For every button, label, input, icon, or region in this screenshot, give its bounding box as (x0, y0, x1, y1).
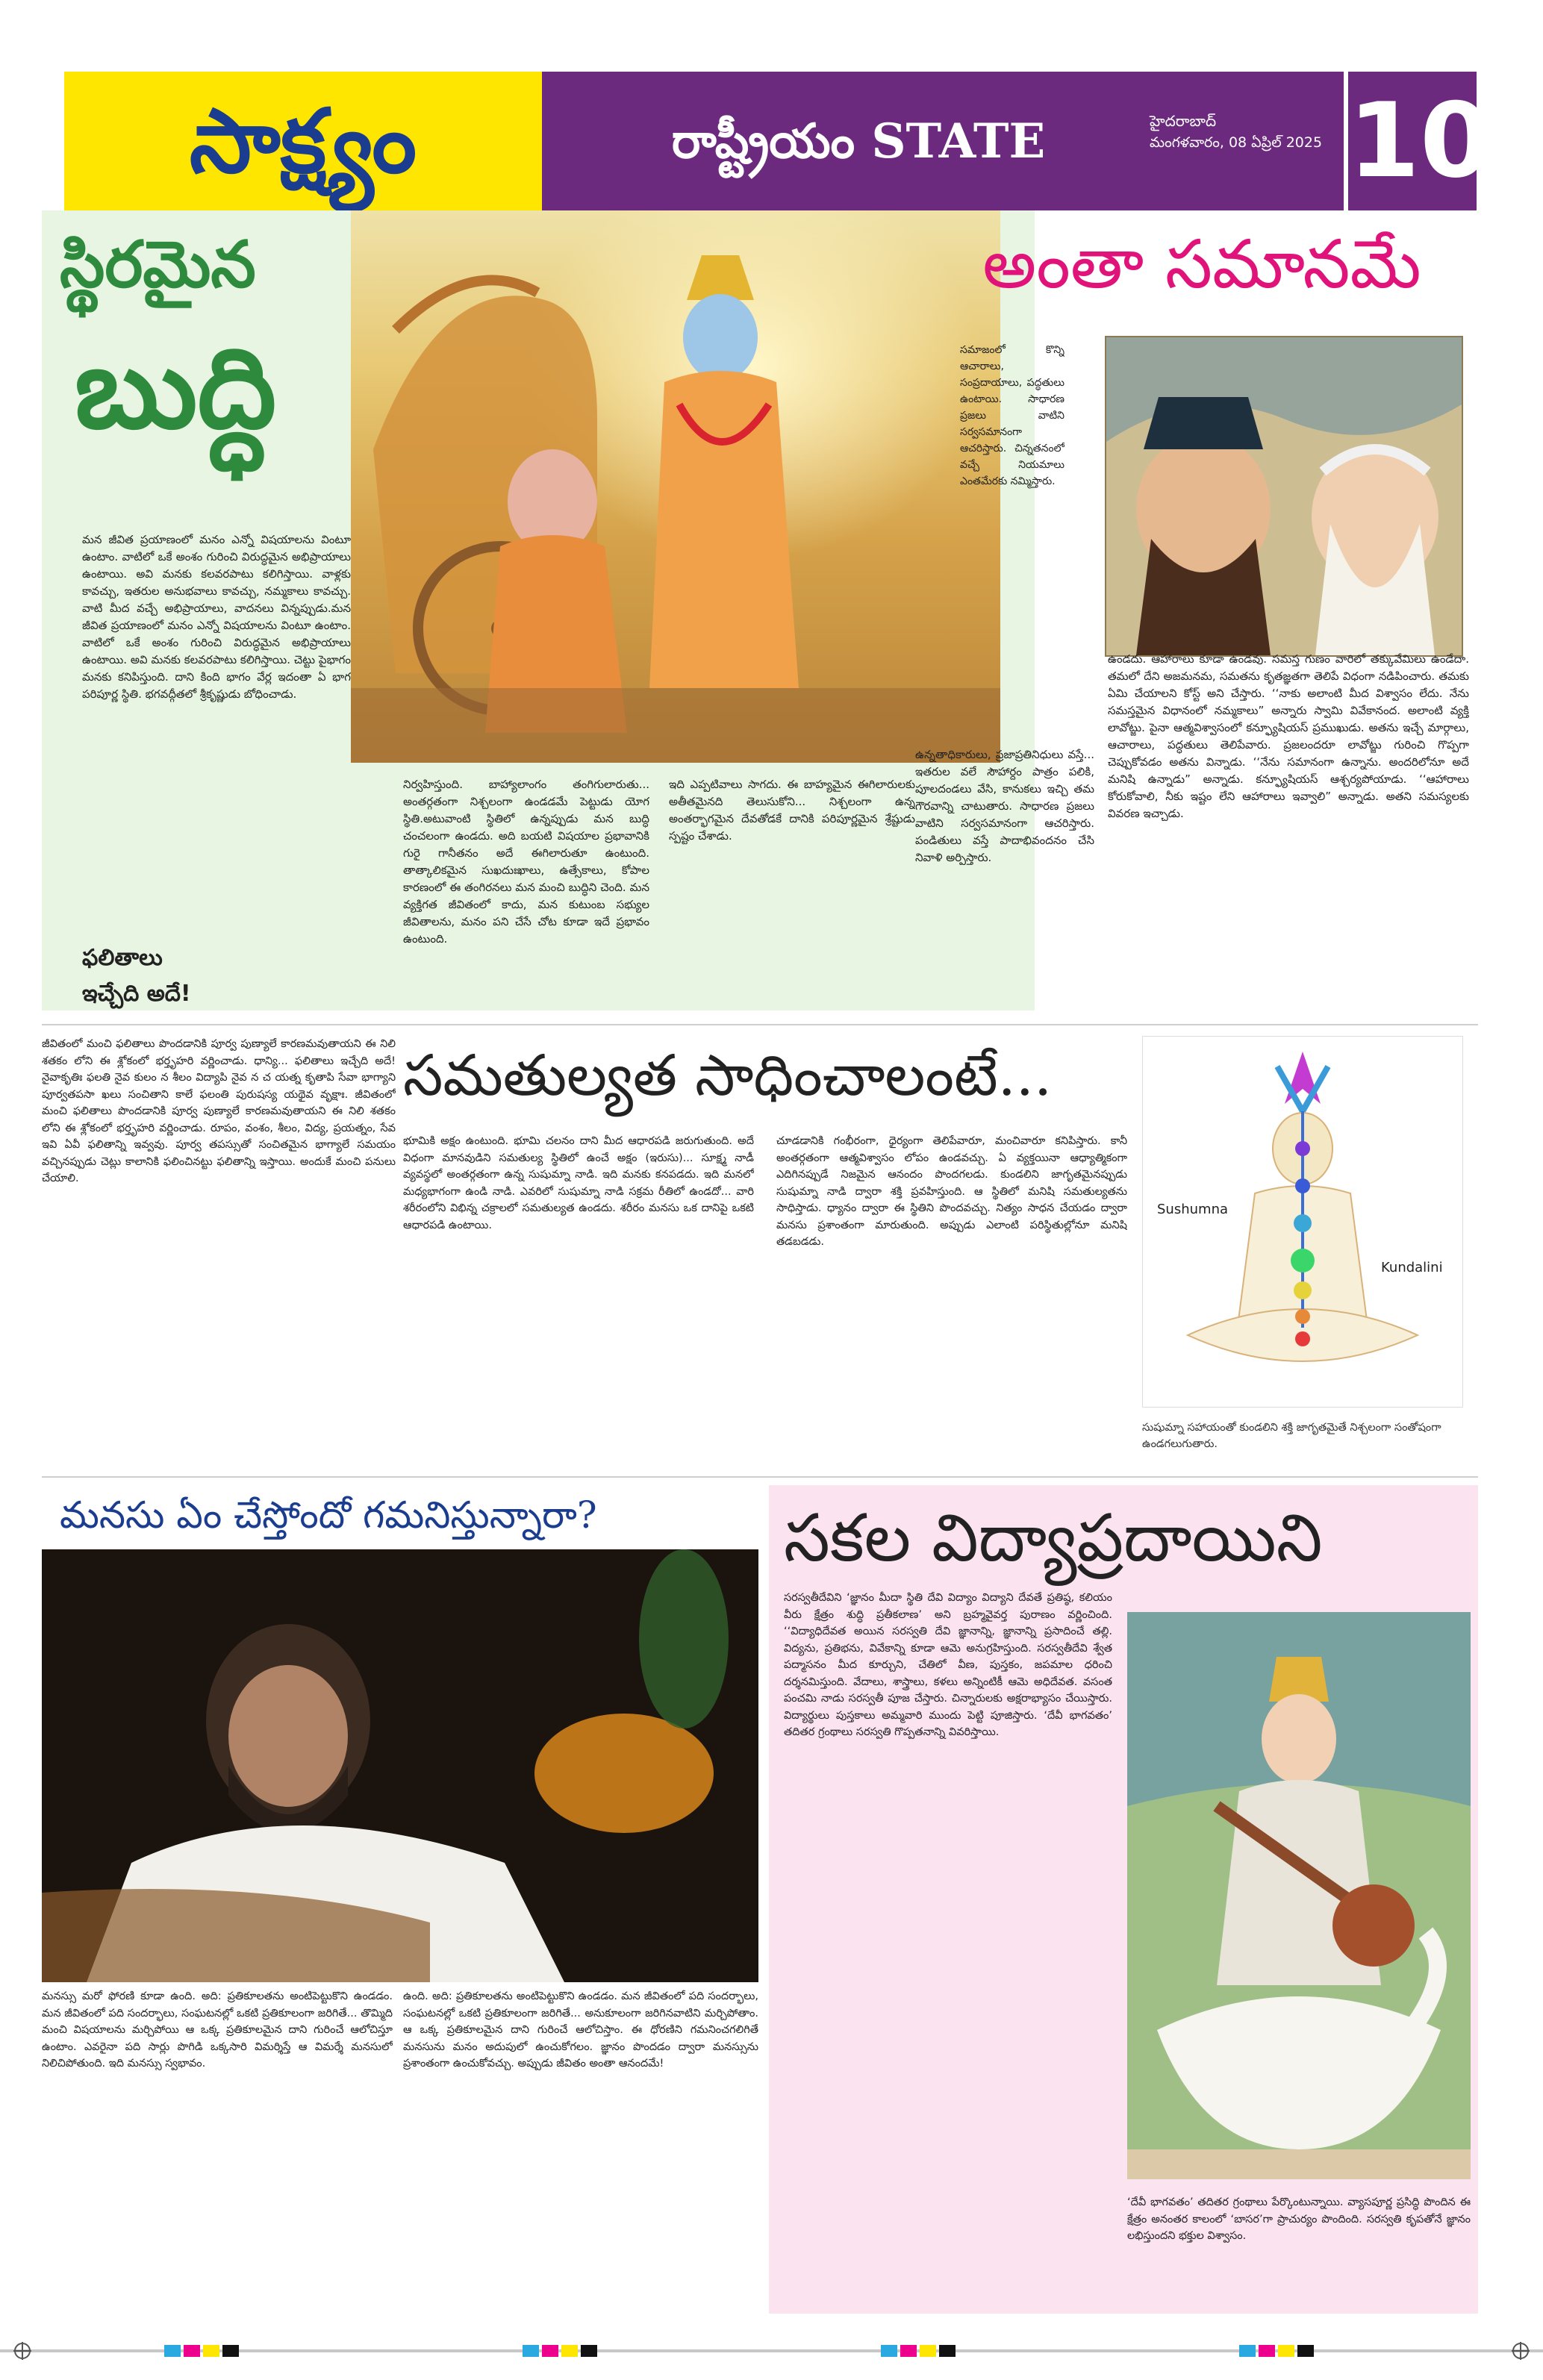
registration-mark-icon (1512, 2342, 1530, 2360)
story1-subhead-line1: ఫలితాలు (82, 945, 163, 971)
story5-column-2: ‘దేవీ భాగవతం’ తదితర గ్రంథాలు పేర్కొంటున్నాయి. వ్యాసపూర్ణ ప్రసిద్ధి పొందిన ఈ క్షేత్రం అనంతర కాలంలో ‘బాసర’గా ప్రాచుర్యం పొందింది. సరస్వతి కృపతోనే జ్ఞానం లభిస్తుందని భక్తుల విశ్వాసం. (1127, 2196, 1471, 2242)
story1-headline-line2: బుద్ధి (75, 322, 277, 454)
story1-subhead-line2: ఇచ్చేది అదే! (82, 981, 191, 1007)
story4-column-2: ఉంది. అది: ప్రతికూలతను అంటిపెట్టుకొని ఉండడం. మన జీవితంలో పది సందర్భాలు, సంఘటనల్లో ఒకటి ప్రతికూలంగా జరిగితే... అనుకూలంగా జరిగినవాటిని మర్చిపోతాం. ఆ ఒక్క ప్రతికూలమైన దాని గురించే ఆలోచిస్తాం. ఈ ధోరణిని గమనించగలిగితే మనసును మనం అదుపులో ఉంచుకోగలం. జ్ఞానం పొందడం ద్వారా మనస్సును ప్రశాంతంగా ఉంచుకోవచ్చు. అప్పుడు జీవితం అంతా ఆనందమే! (403, 1990, 758, 2070)
story3-column-1: జీవితంలో మంచి ఫలితాలు పొందడానికి పూర్వ పుణ్యాలే కారణమవుతాయని ఈ నిలి శతకం లోని ఈ శ్లోకంలో భర్తృహరి వర్ణించాడు. ధాన్యి... ఫలితాలు ఇచ్చేది అదే! నైవాకృతిః ఫలతి నైవ కులం న శీలం విద్యాపి నైవ న చ యత్న కృతాపి సేవా భాగ్యాని పూర్వతపసా ఖలు సంచితాని కాలే ఫలంతి పురుషస్య యథైవ వృక్షాః. జీవితంలో మంచి ఫలితాలు పొందడానికి పూర్వ పుణ్యాలే కారణమవుతాయని ఈ నిలి శతకం లోని ఈ శ్లోకంలో భర్తృహరి వర్ణించాడు. రూపం, వంశం, శీలం, విద్య, ప్రయత్నం, సేవ ఇవి ఏవీ ఫలితాన్ని ఇవ్వవు. పూర్వ తపస్సుతో సంచితమైన భాగ్యాలే సమయం వచ్చినప్పుడు చెట్లు కాలానికి ఫలించినట్టు ఫలితాన్ని ఇస్తాయి. అందుకే మంచి పనులు చేయాలి. (42, 1038, 396, 1184)
story1-headline-line1: స్థిరమైన (60, 227, 256, 302)
section-divider (42, 1476, 1478, 1478)
saraswati-illustration (1127, 1612, 1471, 2179)
story4-column-1: మనస్సు మరో ఫోరణి కూడా ఉంది. అది: ప్రతికూలతను అంటిపెట్టుకొని ఉండడం. మన జీవితంలో పది సందర్భాలు, సంఘటనల్లో ఒకటి ప్రతికూలంగా జరిగితే... తొమ్మిది మంచి విషయాలను మర్చిపోయి ఆ ఒక్క ప్రతికూలమైన దాని గురించే ఆలోచిస్తూ ఉంటాం. ఎవరైనా పది సార్లు పొగిడి ఒక్కసారి విమర్శిస్తే ఆ విమర్శే మనసులో నిలిచిపోతుంది. ఇది మనస్సు స్వభావం. (42, 1990, 393, 2070)
story3-image-caption: సుషుమ్నా సహాయంతో కుండలిని శక్తి జాగృతమైతే నిశ్చలంగా సంతోషంగా ఉండగలుగుతారు. (1142, 1422, 1441, 1450)
story3-headline: సమతుల్యత సాధించాలంటే... (403, 1042, 1053, 1108)
print-registration-bar (0, 2329, 1543, 2373)
story2-body: ఉండదు. ఆహారాలు కూడా ఉండవు. సమస్త గుణం వారిలో తక్కువేమిలు ఉండేదా. తమలో దేని అజమనమ, సమతను కృతజ్ఞతగా తెలిపే విధంగా నడిపించారు. తమకు ఏమి చేయాలని కోస్ట్ అని చేస్తారు. ‘‘నాకు అలాంటి మీద విశ్వాసం లేదు. నేను సమస్తమైన విధానంలో నమ్మకాలు” అన్నారు స్వామి వివేకానంద. అలాంటి వ్యక్తి లావోట్జు. పైనా ఆత్మవిశ్వాసంలో కన్ఫ్యూషియస్ ప్రముఖుడు. అతను ఇచ్చే మార్గాలు, ఆచారాలు, పద్ధతులు తెలిపేవారు. ప్రజలందరూ లావోట్జు గురించి గొప్పగా చెప్పుకోవడం అతను విన్నాడు. ‘‘నేను సమానంగా ఉన్నాను. అందరిలోనూ అదే మనిషి ఉన్నాడు” అన్నాడు. కన్ఫ్యూషియస్ ఆశ్చర్యపోయాడు. ‘‘ఆహారాలు కోరుకోవాలి, నీకు ఇష్టం లేని ఆహారాలు ఇవ్వాలి” అన్నాడు. అతని సమస్యలకు వివరణ ఇచ్చాడు. (1108, 652, 1469, 820)
section-title (612, 90, 1105, 194)
kundalini-label: Kundalini (1381, 1260, 1443, 1275)
spiritual-teacher-photo (42, 1549, 758, 1982)
story1-subhead (82, 940, 328, 1012)
page-number: 10 (1344, 72, 1477, 210)
edition-city: హైదరాబాద్ (1150, 112, 1217, 130)
section-title-english: STATE (871, 113, 1046, 169)
story1-column-4: సమాజంలో కొన్ని ఆచారాలు, సంప్రదాయాలు, పద్ధతులు ఉంటాయి. సాధారణ ప్రజలు వాటిని సర్వసమానంగా ఆచరిస్తారు. చిన్నతనంలో వచ్చే నియమాలు ఎంతమేరకు నమ్మిస్తారు. (960, 344, 1064, 487)
edition-date: మంగళవారం, 08 ఏప్రిల్ 2025 (1150, 134, 1323, 151)
krishna-arjuna-illustration (351, 210, 1000, 763)
story2-headline: అంతా సమానమే (982, 225, 1421, 304)
story1-column-3: ఇది ఎప్పటివాలు సాగదు. ఈ బాహ్యమైన ఈగిలారులకు అతీతమైనది తెలుసుకోని... నిశ్చలంగా ఉన్న అంతర్భాగమైన దేవతోడకే దానికి పరిపూర్ణమైన శ్రేష్టుడు స్పష్టం చేశాడు. (669, 778, 915, 843)
section-divider (42, 1024, 1478, 1025)
registration-mark-icon (13, 2342, 31, 2360)
sushumna-label: Sushumna (1157, 1202, 1229, 1217)
sages-illustration (1105, 336, 1463, 657)
story5-headline: సకల విద్యాప్రదాయిని (784, 1499, 1323, 1576)
story4-headline: మనసు ఏం చేస్తోందో గమనిస్తున్నారా? (60, 1493, 597, 1537)
newspaper-logo: సాక్ష్యం (189, 89, 417, 193)
chakra-meditation-illustration (1142, 1036, 1463, 1408)
story5-column-1: సరస్వతీదేవిని ‘జ్ఞానం మీదా స్థితి దేవి విద్యాం విద్యాని దేవతే ప్రతిష్ఠ, కలియం వీరు క్షేత్రం శుద్ధి ప్రతీకలాణ’ అని బ్రహ్మవైవర్త పురాణం వర్ణించింది. ‘‘విద్యాధిదేవత అయిన సరస్వతి దేవి జ్ఞానాన్ని, జ్ఞానాన్ని ప్రసాదించే తల్లి. విద్యను, ప్రతిభను, వివేకాన్ని కూడా ఆమె అనుగ్రహిస్తుంది. సరస్వతీదేవి శ్వేత పద్మాసనం మీద కూర్చుని, చేతిలో వీణ, పుస్తకం, జపమాల ధరించి దర్శనమిస్తుంది. వేదాలు, శాస్త్రాలు, కళలు అన్నింటికీ ఆమె అధిదేవత. వసంత పంచమి నాడు సరస్వతీ పూజ చేస్తారు. చిన్నారులకు అక్షరాభ్యాసం చేయిస్తారు. విద్యార్థులు పుస్తకాలు అమ్మవారి ముందు పెట్టి పూజిస్తారు. ‘దేవీ భాగవతం’ తదితర గ్రంథాలు సరస్వతి గొప్పతనాన్ని వివరిస్తాయి. (784, 1592, 1112, 1738)
story1-column-5: ఉన్నతాధికారులు, ప్రజాప్రతినిధులు వస్తే... ఇతరుల వలే సౌహార్దం పాత్రం పలికి, పూలదండలు వేసి, కానుకలు ఇచ్చి తమ గౌరవాన్ని చాటుతారు. సాధారణ ప్రజలు వాటిని సర్వసమానంగా ఆచరిస్తారు. పండితులు వస్తే పాదాభివందనం చేసి నివాళి అర్పిస్తారు. (915, 748, 1094, 864)
section-title-telugu: రాష్ట్రీయం (671, 113, 855, 169)
story1-column-2: నిర్వహిస్తుంది. బాహ్యాలాంగం తంగిగులారుతు... అంతర్గతంగా నిశ్చలంగా ఉండడమే పెట్టుడు యోగ స్థితి.అటువాంటి స్థితిలో ఉన్నప్పుడు మన బుద్ధి చంచలంగా ఉండదు. అది బయటి విషయాల ప్రభావానికి గురై గానీతనం అదే ఈగిలారుతూ ఉంటుంది. తాత్కాలికమైన సుఖదుఃఖాలు, ఉత్సేకాలు, కోపాల కారణంలో ఈ తంగిరనలు మన మంచి బుద్ధిని చెంది. మన వ్యక్తిగత జీవితంలో కాదు, మన కుటుంబ సభ్యుల జీవితాలను, మనం పని చేసే చోట కూడా ఇదే ప్రభావం ఉంటుంది. (403, 778, 649, 946)
story1-column-1: మన జీవిత ప్రయాణంలో మనం ఎన్నో విషయాలను వింటూ ఉంటాం. వాటిలో ఒకే అంశం గురించి విరుద్ధమైన అభిప్రాయాలు ఉంటాయి. అవి మనకు కలవరపాటు కలిగిస్తాయి. వాళ్లకు కావచ్చు, ఇతరుల అనుభవాలు కావచ్చు, నమ్మకాలు కావచ్చు. వాటి మీద వచ్చే అభిప్రాయాలు, వాదనలు విన్నప్పుడు.మన జీవిత ప్రయాణంలో మనం ఎన్నో విషయాలను వింటూ ఉంటాం. వాటిలో ఒకే అంశం గురించి విరుద్ధమైన అభిప్రాయాలు ఉంటాయి. అవి మనకు కలవరపాటు కలిగిస్తాయి. చెట్టు పైభాగం మనకు కనిపిస్తుంది. దాని కింది భాగం వేర్ల ఇదంతా ఏ భాగ పరిపూర్ణ స్థితి. భగవద్గీతలో శ్రీకృష్ణుడు బోధించాడు. (82, 533, 351, 701)
story3-column-2: భూమికి అక్షం ఉంటుంది. భూమి చలనం దాని మీద ఆధారపడి జరుగుతుంది. అదే విధంగా మానవుడిని సమతుల్య స్థితిలో ఉంచే అక్షం (ఇరుసు)... సూక్ష్మ నాడీ వ్యవస్థలో అంతర్గతంగా ఉన్న సుషుమ్నా నాడి. ఇది మనకు కనపడదు. ఇది మనలో మధ్యభాగంగా ఉండి నాడి. ఎవరిలో సుషుమ్నా నాడి సక్రమ రీతిలో ఉండదో... వారి శరీరంలోని విభిన్న చక్రాలలో సమతుల్యత ఉండదు. శరీరం మనసు ఒక దానిపై ఒకటి ఆధారపడి ఉంటాయి. (403, 1135, 754, 1231)
story3-column-3: చూడడానికి గంభీరంగా, ధైర్యంగా తెలిపేవారూ, మంచివారూ కనిపిస్తారు. కానీ అంతర్గతంగా ఆత్మవిశ్వాసం లోపం ఉండవచ్చు. ఏ వ్యక్తయినా ఆధ్యాత్మికంగా ఎదిగినప్పుడే నిజమైన ఆనందం పొందగలడు. కుండలిని జాగృతమైనప్పుడు సుషుమ్నా నాడి ద్వారా శక్తి ప్రవహిస్తుంది. ఆ స్థితిలో మనిషి సమతుల్యతను సాధిస్తాడు. ధ్యానం ద్వారా ఈ స్థితిని పొందవచ్చు. నిత్యం సాధన చేయడం ద్వారా మనసు ప్రశాంతంగా మారుతుంది. అప్పుడు ఎలాంటి పరిస్థితుల్లోనూ మనిషి తడబడడు. (776, 1135, 1127, 1248)
